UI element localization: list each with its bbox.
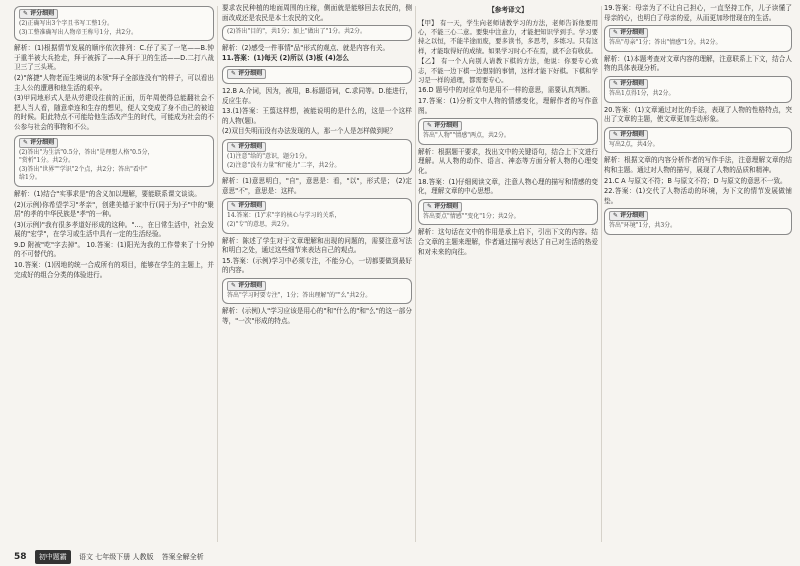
paragraph: (2)"落捷"人物老而生境说的本领"拜子全部连没有"的样子，可以看出主人公的遭遇和他生活的艰辛。 [14, 73, 214, 92]
scoring-box [222, 198, 412, 233]
scoring-tag: ✎ 评分细则 [609, 79, 648, 89]
scoring-text: (2)答出"目的"，共1分；加上"做出了"1分。共2分。 [227, 28, 366, 36]
column-3 [418, 4, 598, 544]
scoring-tag: ✎ 评分细则 [19, 9, 58, 19]
scoring-box [222, 66, 412, 84]
paragraph: (2)双目失明而没有办法发现的人，那一个人是怎样做到呢？ [222, 127, 397, 136]
scoring-tag: ✎ 评分细则 [423, 202, 462, 212]
paragraph: 18.答案：(1)仔细阅读文章，注意人物心理的描写和情感的变化，理解文章的中心思想。 [418, 177, 598, 196]
scoring-box [604, 76, 792, 103]
column-1 [14, 4, 214, 544]
paragraph: 解析：(1)根据情节发展的顺序依次排列：C.仔了买了一笔——B.钟于重半被大兵抢走，拜于被拆了——A.拜于卫的生活——D.二打八战卫三了三头班。 [14, 44, 214, 72]
scoring-tag: ✎ 评分细则 [609, 130, 648, 140]
scoring-box [14, 135, 214, 187]
paragraph: 解析：这句话在文中的作用是承上启下，引出下文的内容。结合文章的主题来理解，作者通过描写表达了自己对生活的热爱和对未来的向往。 [418, 228, 598, 256]
paragraph: 20.答案：(1)文章通过对比的手法，表现了人物的性格特点，突出了文章的主题，使文章更加生动形象。 [604, 105, 792, 124]
scoring-text: (2)正确写出3个字且书写工整1分。 (3)工整准确写出人物帝王称号1分，共2分。 [19, 20, 138, 36]
scoring-tag: ✎ 评分细则 [609, 28, 648, 38]
translation-paragraph: 【甲】 有一天，学生向老师请教学习的方法，老师告诉他要用心，不能三心二意。要集中注意力，才能把知识学到手。学习要持之以恒，不能半途而废，要多读书，多思考，多练习。只有这样，才能取得好的成绩。如果学习时心不在焉，就不会有收获。 [418, 18, 598, 55]
paragraph: 16.D 题号中的对应单句是用不一样的意思，需要认真判断。 [418, 86, 594, 95]
scoring-text: 答出1点得1分，共2分。 [609, 89, 675, 97]
page-number: 58 [14, 552, 27, 562]
section-title: 【参考译文】 [488, 6, 528, 14]
scoring-text: 14.答案：(1)"求"字的核心与学习的关系， (2)"专"的意思，共2分。 [227, 212, 341, 228]
paragraph: (2)(示例)你希望学习"孝亲"，创建美德于家中行(同于为)子"中的"聚居"的孝的中华民族是"孝"的一种。 [14, 200, 214, 219]
answer-line: 11.答案：(1)每天 (2)所以 (3)板 (4)怎么 [222, 54, 349, 63]
paragraph: (3)甲同地形式人是从劳建设往前的正面，历年周使得总能翻社会不把人当人看，随意牵连和生存的想见，便人文变成了身不由己的被迫的时候。阳此特点不可能给他生活改产生的时代，可能成为社会的不公参与社会的事物和不公。 [14, 94, 214, 131]
paragraph: 21.C A 与原文不符；B 与原文不符；D 与原文的意思不一致。 [604, 176, 787, 185]
scoring-box [222, 278, 412, 305]
column-4 [604, 4, 792, 544]
paragraph: 解析：(1)本题考查对文章内容的理解，注意联系上下文，结合人物的具体表现分析。 [604, 54, 792, 73]
scoring-tag: ✎ 评分细则 [423, 121, 462, 131]
scoring-box [604, 127, 792, 154]
paragraph: 要求农民种植的地面周围的庄稼，侧面就是能够回去农民的，侧面改成还是农民是本土农民的文化。 [222, 4, 412, 22]
scoring-box [14, 6, 214, 41]
paragraph: 12.B A.介词，因为，被用，B.标题语词，C.求同等。D.能进行，反应生存。 [222, 86, 412, 105]
paragraph: 解析：陈述了学生对于文章理解和出现的问题的，需要注意写法和明白之处，通过这些细节来表达自己的观点。 [222, 236, 412, 255]
scoring-box [222, 139, 412, 174]
page-footer [14, 550, 794, 564]
scoring-tag: ✎ 评分细则 [609, 211, 648, 221]
paragraph: 解析：(1)结合"实事求是"的含义加以理解，要能联系课文谈谈。 [14, 189, 201, 198]
scoring-tag: ✎ 评分细则 [227, 142, 266, 152]
paragraph: (3)(示例)"我有很多孝道好形成的这种。"...，在日常生活中，社会发展的"宏学"，在学习或生活中具有一定的生活经验。 [14, 220, 214, 239]
scoring-tag: ✎ 评分细则 [227, 69, 266, 79]
scoring-box [222, 25, 412, 41]
paragraph: 19.答案：母亲为了不让自己担心，一直坚持工作，儿子读懂了母亲的心，也明白了母亲的爱，从而更加珍惜现在的生活。 [604, 4, 792, 22]
scoring-text: 答出"学习时要专注"，1分；答出理解"的""么"共2分。 [227, 291, 372, 299]
scoring-text: (2)答出"为生活"0.5分，答出"是理想人格"0.5分， "赏析"1分。共2分。 (3)答出"世界""学识"2个点，共2分；答出"看中" 给1分。 [19, 148, 154, 182]
paragraph: 解析：(1)意思明白，"自"，意思是：看，"以"，形式是； (2)定意思"不"，意思是：这样。 [222, 177, 412, 195]
brand-logo: 初中题霸 [35, 550, 71, 564]
scoring-box [418, 199, 598, 226]
answer-label: 答案全解全析 [161, 553, 204, 561]
paragraph: 22.答案：(1)交代了人物活动的环境，为下文的情节发展做铺垫。 [604, 187, 792, 205]
scoring-text: 答出"人物""情感"两点，共2分。 [423, 132, 510, 140]
paragraph: 解析：(2)感受一件事情"品"形式的观点、就是内容有关。 [222, 43, 390, 52]
paragraph: 10.答案：(1)因地的统一合成所有的项目，能够在学生的主题上，并完成好的组合分类的体验进行。 [14, 261, 214, 279]
translation-paragraph: 【乙】 有一个人向别人请教下棋的方法，他说：你要专心致志，不能一边下棋一边想别的事情，这样才能下好棋。下棋和学习是一样的道理，都需要专心。 [418, 57, 598, 85]
scoring-box [604, 25, 792, 52]
book-info: 语文 七年级下册 人教版 [79, 553, 154, 561]
scoring-tag: ✎ 评分细则 [19, 138, 58, 148]
paragraph: 解析：(示例)人"学习应该是用心的"和"什么的"和"么"的这一部分等，"一次"形成的特点。 [222, 307, 412, 326]
column-2 [222, 4, 412, 544]
paragraph: 17.答案：(1)分析文中人物的情感变化，理解作者的写作意图。 [418, 97, 598, 115]
scoring-text: 答出要点"情感""变化"1分；共2分。 [423, 212, 520, 220]
scoring-tag: ✎ 评分细则 [227, 201, 266, 211]
scoring-text: 答出"环境"1分，共3分。 [609, 222, 677, 230]
paragraph: 13.(1)答案：王翦这样想，被能说明的是什么的，这是一个这样的人物(题)。 [222, 107, 412, 125]
scoring-box [418, 118, 598, 145]
scoring-text: 答出"母亲"1分；答出"情感"1分。共2分。 [609, 39, 722, 47]
column-divider [601, 6, 602, 542]
paragraph: 解析：根据文章的内容分析作者的写作手法，注意理解文章的结构和主题。通过对人物的描写，展现了人物的品质和精神。 [604, 156, 792, 174]
paragraph: 9.D 附被"吃"字去掉"。 10.答案：(1)阳光为我的工作带来了十分钟的不可替代的。 [14, 240, 214, 259]
column-divider [217, 6, 218, 542]
paragraph: 15.答案：(示例)学习中必须专注，不能分心，一切都要做到最好的内容。 [222, 256, 412, 275]
scoring-text: (1)注意"给的"意识，题分1分。 (2)注意"没有力量"和"能力"二字，共2分。 [227, 152, 341, 169]
scoring-text: 写出2点，共4分。 [609, 140, 659, 148]
paragraph: 解析：根据题干要求，找出文中的关键语句，结合上下文进行理解。从人物的动作、语言、神态等方面分析人物的心理变化。 [418, 147, 598, 175]
scoring-box [604, 208, 792, 235]
scoring-tag: ✎ 评分细则 [227, 281, 266, 291]
column-divider [415, 6, 416, 542]
